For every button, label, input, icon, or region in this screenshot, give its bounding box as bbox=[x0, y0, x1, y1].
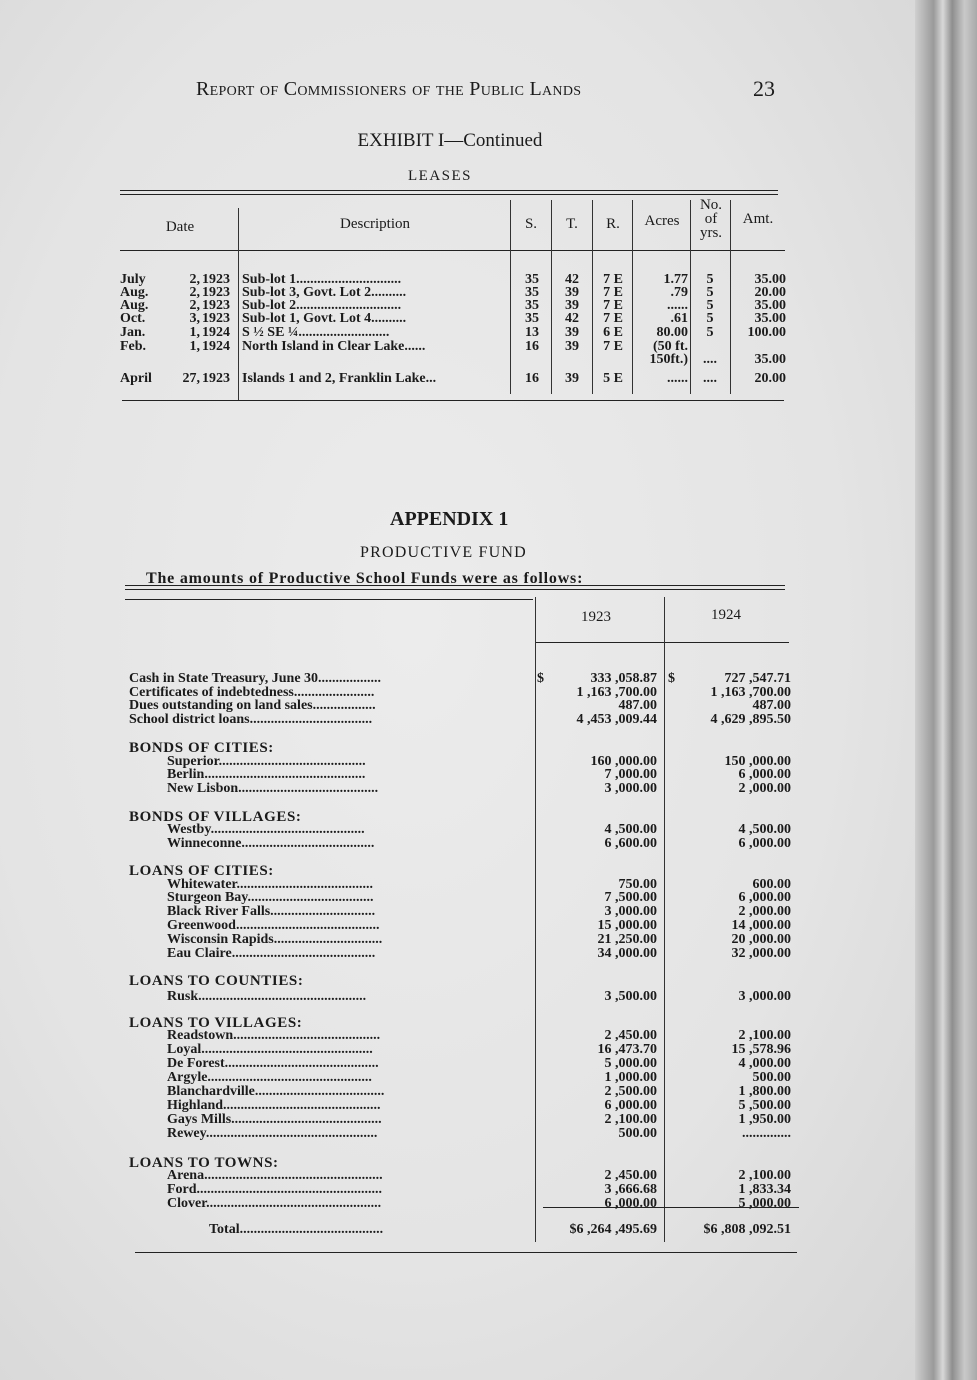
fund-value-1924: 6 ,000.00 bbox=[738, 767, 791, 782]
fund-value-1923: 16 ,473.70 bbox=[597, 1042, 657, 1057]
fund-value-1924: 6 ,000.00 bbox=[738, 836, 791, 851]
lease-acres: (50 ft. bbox=[653, 339, 688, 354]
total-value-1923: $6 ,264 ,495.69 bbox=[569, 1222, 657, 1237]
lease-s: 35 bbox=[525, 311, 539, 326]
header-t: T. bbox=[566, 216, 578, 232]
lease-r: 7 E bbox=[603, 339, 623, 354]
lease-t: 42 bbox=[565, 311, 579, 326]
fund-row bbox=[125, 919, 805, 933]
book-gutter bbox=[915, 0, 977, 1380]
lease-day: 2, bbox=[189, 285, 200, 300]
fund-row-label: Dues outstanding on land sales.................. bbox=[129, 699, 376, 713]
fund-value-1923: 1 ,000.00 bbox=[604, 1070, 657, 1085]
lease-s: 35 bbox=[525, 285, 539, 300]
lease-month: Oct. bbox=[120, 311, 146, 326]
running-head: Report of Commissioners of the Public Lands bbox=[196, 78, 582, 100]
fund-value-1924: 4 ,000.00 bbox=[738, 1056, 791, 1071]
fund-row bbox=[125, 823, 805, 837]
fund-value-1923: 21 ,250.00 bbox=[597, 932, 657, 947]
lease-day: 1, bbox=[189, 325, 200, 340]
lease-r: 7 E bbox=[603, 285, 623, 300]
lease-r: 7 E bbox=[603, 272, 623, 287]
fund-value-1924: 1 ,833.34 bbox=[738, 1182, 791, 1197]
fund-value-1923: 34 ,000.00 bbox=[597, 946, 657, 961]
fund-row-label: Superior.......................................... bbox=[167, 755, 366, 769]
lease-s: 16 bbox=[525, 371, 539, 386]
lease-s: 35 bbox=[525, 272, 539, 287]
lease-row bbox=[120, 312, 785, 326]
lease-r: 7 E bbox=[603, 298, 623, 313]
lease-yrs: 5 bbox=[706, 325, 714, 340]
fund-row bbox=[125, 1029, 805, 1043]
lease-amt: 35.00 bbox=[754, 311, 786, 326]
fund-row-label: Blanchardville..................................... bbox=[167, 1085, 385, 1099]
fund-row bbox=[125, 686, 805, 700]
fund-value-1923: 7 ,000.00 bbox=[604, 767, 657, 782]
fund-row bbox=[125, 1183, 805, 1197]
fund-value-1923: 2 ,450.00 bbox=[604, 1168, 657, 1183]
fund-value-1924: 14 ,000.00 bbox=[731, 918, 791, 933]
fund-row-label: Rewey................................................. bbox=[167, 1127, 378, 1141]
fund-row-label: School district loans................................... bbox=[129, 713, 373, 727]
fund-value-1924: 6 ,000.00 bbox=[738, 890, 791, 905]
lease-amt: 20.00 bbox=[754, 371, 786, 386]
header-bottom-rule bbox=[120, 250, 785, 251]
lease-acres: 80.00 bbox=[656, 325, 688, 340]
fund-value-1924: 1 ,800.00 bbox=[738, 1084, 791, 1099]
total-row bbox=[125, 1223, 805, 1237]
fund-value-1923: 333 ,058.87 bbox=[590, 671, 657, 686]
fund-value-1923: 6 ,000.00 bbox=[604, 1098, 657, 1113]
fund-value-1923: 487.00 bbox=[618, 698, 657, 713]
fund-value-1923: 6 ,000.00 bbox=[604, 1196, 657, 1211]
section-title: LOANS TO VILLAGES: bbox=[129, 1015, 303, 1031]
table-bottom-rule bbox=[122, 400, 784, 401]
fund-row bbox=[125, 782, 805, 796]
lease-yrs: 5 bbox=[706, 311, 714, 326]
fund-value-1924: 3 ,000.00 bbox=[738, 989, 791, 1004]
lease-amt: 35.00 bbox=[754, 352, 786, 367]
header-date: Date bbox=[165, 219, 195, 235]
fund-row-label: Greenwood......................................... bbox=[167, 919, 380, 933]
section-title: LOANS OF CITIES: bbox=[129, 863, 274, 879]
fund-value-1923: 7 ,500.00 bbox=[604, 890, 657, 905]
page-number: 23 bbox=[753, 76, 775, 101]
fund-value-1924: 5 ,000.00 bbox=[738, 1196, 791, 1211]
total-label: Total......................................... bbox=[209, 1223, 384, 1237]
lease-year: 1923 bbox=[202, 371, 230, 386]
fund-row bbox=[125, 1099, 805, 1113]
lease-t: 39 bbox=[565, 339, 579, 354]
lease-year: 1923 bbox=[202, 285, 230, 300]
fund-value-1924: 5 ,500.00 bbox=[738, 1098, 791, 1113]
fund-row-label: Argyle............................................... bbox=[167, 1071, 372, 1085]
lease-desc: Sub-lot 1, Govt. Lot 4.......... bbox=[242, 312, 407, 326]
lease-t: 39 bbox=[565, 298, 579, 313]
fund-value-1924: 2 ,100.00 bbox=[738, 1168, 791, 1183]
fund-row-label: Arena................................................... bbox=[167, 1169, 383, 1183]
total-value-1924: $6 ,808 ,092.51 bbox=[703, 1222, 791, 1237]
fund-row bbox=[125, 891, 805, 905]
appendix-title: APPENDIX 1 bbox=[390, 508, 509, 530]
lease-year: 1924 bbox=[202, 325, 230, 340]
lease-amt: 20.00 bbox=[754, 285, 786, 300]
fund-row bbox=[125, 1113, 805, 1127]
lease-r: 7 E bbox=[603, 311, 623, 326]
fund-value-1924: 600.00 bbox=[752, 877, 791, 892]
fund-row-label: Gays Mills........................................... bbox=[167, 1113, 382, 1127]
fund-row bbox=[125, 905, 805, 919]
lease-row bbox=[120, 372, 785, 386]
fund-value-1924: 2 ,000.00 bbox=[738, 781, 791, 796]
fund-value-1923: 1 ,163 ,700.00 bbox=[576, 685, 657, 700]
header-1923: 1923 bbox=[581, 609, 611, 625]
fund-row bbox=[125, 1057, 805, 1071]
lease-acres: .79 bbox=[670, 285, 688, 300]
fund-value-1923: 160 ,000.00 bbox=[590, 754, 657, 769]
fund-value-1923: 500.00 bbox=[618, 1126, 657, 1141]
lease-month: Jan. bbox=[120, 325, 146, 340]
fund-row bbox=[125, 672, 805, 686]
lease-acres: ...... bbox=[667, 371, 688, 386]
header-r: R. bbox=[606, 216, 620, 232]
fund-row-label: Certificates of indebtedness....................... bbox=[129, 686, 375, 700]
lease-t: 39 bbox=[565, 325, 579, 340]
lease-year: 1924 bbox=[202, 339, 230, 354]
lease-desc: Sub-lot 2.............................. bbox=[242, 299, 402, 313]
lease-month: Aug. bbox=[120, 298, 149, 313]
fund-row bbox=[125, 699, 805, 713]
table-top-rule bbox=[120, 190, 778, 191]
leases-title: LEASES bbox=[408, 168, 473, 184]
fund-value-1923: 3 ,000.00 bbox=[604, 781, 657, 796]
fund-row-label: New Lisbon........................................ bbox=[167, 782, 379, 796]
lease-desc: North Island in Clear Lake...... bbox=[242, 340, 426, 354]
lease-month: Feb. bbox=[120, 339, 147, 354]
fund-row-label: Loyal................................................. bbox=[167, 1043, 373, 1057]
lease-amt: 35.00 bbox=[754, 298, 786, 313]
fund-row bbox=[125, 933, 805, 947]
fund-row-label: Highland............................................. bbox=[167, 1099, 381, 1113]
fund-title: PRODUCTIVE FUND bbox=[360, 544, 527, 561]
table-top-rule-2 bbox=[120, 194, 778, 195]
fund-row bbox=[125, 768, 805, 782]
fund-value-1923: 2 ,450.00 bbox=[604, 1028, 657, 1043]
lease-acres: 1.77 bbox=[663, 272, 688, 287]
fund-value-1924: 15 ,578.96 bbox=[731, 1042, 791, 1057]
fund-row-label: Eau Claire......................................... bbox=[167, 947, 376, 961]
lease-yrs: .... bbox=[703, 352, 717, 367]
fund-row bbox=[125, 837, 805, 851]
currency-sign: $ bbox=[668, 671, 675, 686]
intro-text: The amounts of Productive School Funds were as follows: bbox=[146, 570, 584, 587]
fund-row bbox=[125, 947, 805, 961]
lease-month: July bbox=[120, 272, 146, 287]
fund-value-1923: 750.00 bbox=[618, 877, 657, 892]
lease-yrs: 5 bbox=[706, 272, 714, 287]
fund-value-1923: 5 ,000.00 bbox=[604, 1056, 657, 1071]
lease-amt: 35.00 bbox=[754, 272, 786, 287]
lease-desc: Islands 1 and 2, Franklin Lake... bbox=[242, 372, 437, 386]
fund-value-1923: 3 ,500.00 bbox=[604, 989, 657, 1004]
section-title: LOANS TO TOWNS: bbox=[129, 1155, 279, 1171]
fund-value-1924: 2 ,000.00 bbox=[738, 904, 791, 919]
fund-row bbox=[125, 755, 805, 769]
fund-value-1923: 3 ,000.00 bbox=[604, 904, 657, 919]
fund-row-label: Whitewater....................................... bbox=[167, 878, 373, 892]
lease-yrs: .... bbox=[703, 371, 717, 386]
fund-value-1923: 2 ,500.00 bbox=[604, 1084, 657, 1099]
lease-s: 13 bbox=[525, 325, 539, 340]
fund-row bbox=[125, 878, 805, 892]
fund-row bbox=[125, 1169, 805, 1183]
section-title: BONDS OF VILLAGES: bbox=[129, 809, 302, 825]
lease-s: 35 bbox=[525, 298, 539, 313]
header-yrs: No. of yrs. bbox=[699, 197, 723, 241]
fund-row-label: Sturgeon Bay.................................... bbox=[167, 891, 374, 905]
fund-value-1924: 4 ,629 ,895.50 bbox=[710, 712, 791, 727]
lease-desc: S ½ SE ¼.......................... bbox=[242, 326, 390, 340]
lease-year: 1923 bbox=[202, 298, 230, 313]
header-acres: Acres bbox=[644, 213, 680, 229]
fund-row bbox=[125, 1197, 805, 1211]
lease-acres: .61 bbox=[670, 311, 688, 326]
fund-row-label: Westby............................................ bbox=[167, 823, 365, 837]
fund-value-1923: 4 ,500.00 bbox=[604, 822, 657, 837]
fund-row bbox=[125, 713, 805, 727]
fund-value-1924: 487.00 bbox=[752, 698, 791, 713]
fund-value-1924: 2 ,100.00 bbox=[738, 1028, 791, 1043]
lease-day: 1, bbox=[189, 339, 200, 354]
lease-year: 1923 bbox=[202, 272, 230, 287]
lease-year: 1923 bbox=[202, 311, 230, 326]
lease-amt: 100.00 bbox=[747, 325, 786, 340]
lease-r: 6 E bbox=[603, 325, 623, 340]
section-title: BONDS OF CITIES: bbox=[129, 740, 274, 756]
fund-value-1924: 20 ,000.00 bbox=[731, 932, 791, 947]
lease-month: April bbox=[120, 371, 152, 386]
lease-row bbox=[120, 353, 785, 367]
fund-value-1924: 4 ,500.00 bbox=[738, 822, 791, 837]
fund-row-label: Wisconsin Rapids............................... bbox=[167, 933, 383, 947]
fund-row bbox=[125, 1043, 805, 1057]
fund-value-1924: 500.00 bbox=[752, 1070, 791, 1085]
lease-desc: Sub-lot 3, Govt. Lot 2.......... bbox=[242, 286, 407, 300]
fund-row-label: Cash in State Treasury, June 30.................. bbox=[129, 672, 382, 686]
fund-value-1923: 6 ,600.00 bbox=[604, 836, 657, 851]
fund-row bbox=[125, 990, 805, 1004]
fund-value-1923: 2 ,100.00 bbox=[604, 1112, 657, 1127]
lease-s: 16 bbox=[525, 339, 539, 354]
fund-row-label: Ford..................................................... bbox=[167, 1183, 383, 1197]
lease-t: 39 bbox=[565, 285, 579, 300]
lease-month: Aug. bbox=[120, 285, 149, 300]
lease-day: 3, bbox=[189, 311, 200, 326]
lease-acres: 150ft.) bbox=[649, 352, 688, 367]
fund-row-label: Berlin.............................................. bbox=[167, 768, 366, 782]
header-s: S. bbox=[524, 216, 538, 232]
header-1924: 1924 bbox=[711, 607, 741, 623]
fund-row-label: Winneconne...................................... bbox=[167, 837, 375, 851]
fund-row bbox=[125, 1085, 805, 1099]
fund-row-label: Readstown.......................................... bbox=[167, 1029, 381, 1043]
fund-value-1924: 150 ,000.00 bbox=[724, 754, 791, 769]
fund-value-1923: 3 ,666.68 bbox=[604, 1182, 657, 1197]
lease-day: 2, bbox=[189, 298, 200, 313]
header-amt: Amt. bbox=[742, 211, 774, 227]
fund-value-1923: 4 ,453 ,009.44 bbox=[576, 712, 657, 727]
fund-value-1924: .............. bbox=[742, 1126, 791, 1141]
lease-row bbox=[120, 326, 785, 340]
fund-value-1924: 32 ,000.00 bbox=[731, 946, 791, 961]
lease-day: 2, bbox=[189, 272, 200, 287]
fund-row bbox=[125, 1127, 805, 1141]
lease-r: 5 E bbox=[603, 371, 623, 386]
fund-value-1924: 1 ,950.00 bbox=[738, 1112, 791, 1127]
fund-row-label: Black River Falls.............................. bbox=[167, 905, 376, 919]
fund-row-label: Rusk................................................ bbox=[167, 990, 367, 1004]
fund-row-label: Clover.................................................. bbox=[167, 1197, 382, 1211]
lease-acres: ...... bbox=[667, 298, 688, 313]
fund-value-1924: 727 ,547.71 bbox=[724, 671, 791, 686]
lease-t: 42 bbox=[565, 272, 579, 287]
currency-sign: $ bbox=[537, 671, 544, 686]
lease-t: 39 bbox=[565, 371, 579, 386]
fund-bottom-rule bbox=[135, 1252, 797, 1253]
lease-yrs: 5 bbox=[706, 298, 714, 313]
fund-value-1923: 15 ,000.00 bbox=[597, 918, 657, 933]
header-description: Description bbox=[340, 216, 410, 232]
fund-row bbox=[125, 1071, 805, 1085]
exhibit-title: EXHIBIT I—Continued bbox=[357, 130, 543, 151]
lease-yrs: 5 bbox=[706, 285, 714, 300]
lease-day: 27, bbox=[182, 371, 200, 386]
fund-value-1924: 1 ,163 ,700.00 bbox=[710, 685, 791, 700]
lease-desc: Sub-lot 1.............................. bbox=[242, 273, 402, 287]
fund-row-label: De Forest............................................ bbox=[167, 1057, 379, 1071]
section-title: LOANS TO COUNTIES: bbox=[129, 973, 304, 989]
